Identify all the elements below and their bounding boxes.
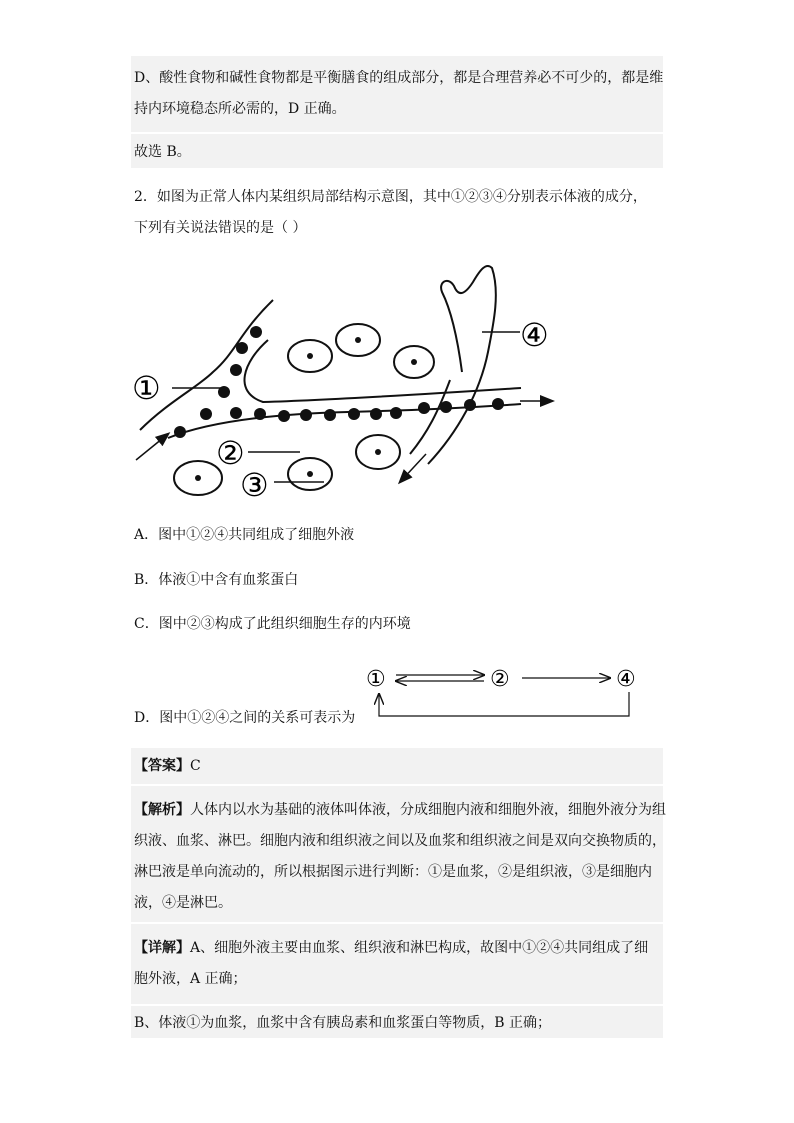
analysis-line4: 液，④是淋巴。: [134, 895, 232, 911]
prev-d-line2: 持内环境稳态所必需的，D 正确。: [134, 101, 346, 117]
blood-cells: [174, 326, 504, 438]
analysis-line1: [134, 800, 666, 820]
option-a: A．图中①②④共同组成了细胞外液: [134, 527, 355, 543]
option-c: C．图中②③构成了此组织细胞生存的内环境: [134, 616, 411, 632]
relation-node-4: ④: [616, 667, 636, 692]
relation-diagram: [362, 662, 652, 722]
detail-line3: B、体液①为血浆，血浆中含有胰岛素和血浆蛋白等物质，B 正确；: [134, 1015, 552, 1031]
answer-line: [134, 756, 201, 776]
detail-text-1: A、细胞外液主要由血浆、组织液和淋巴构成，故图中①②④共同组成了细: [190, 940, 649, 956]
lymph-flow-arrow: [400, 454, 426, 482]
inflow-arrow: [136, 434, 168, 460]
detail-line2: 胞外液，A 正确；: [134, 971, 247, 987]
label-3: ③: [240, 466, 269, 502]
answer-bg: [131, 748, 663, 784]
prev-d-line1: D、酸性食物和碱性食物都是平衡膳食的组成部分，都是合理营养必不可少的，都是维: [134, 70, 664, 86]
analysis-line3: 淋巴液是单向流动的，所以根据图示进行判断：①是血浆，②是组织液，③是细胞内: [134, 864, 652, 880]
capillary-upper-wall-2: [244, 340, 521, 402]
detail-bg: [131, 924, 663, 1004]
question-stem-line2: 下列有关说法错误的是（ ）: [134, 220, 307, 236]
label-1: ①: [132, 369, 161, 407]
analysis-tag: 【解析】: [134, 802, 190, 818]
relation-node-1: ①: [366, 667, 386, 692]
analysis-line2: 织液、血浆、淋巴。细胞内液和组织液之间以及血浆和组织液之间是双向交换物质的，: [134, 833, 666, 849]
lymphatic-vessel: [410, 266, 496, 464]
option-d: D．图中①②④之间的关系可表示为: [134, 710, 356, 726]
detail-tag: 【详解】: [134, 940, 190, 956]
question-stem-line1: 2．如图为正常人体内某组织局部结构示意图，其中①②③④分别表示体液的成分，: [134, 189, 647, 205]
relation-arrow-4-to-1: [379, 692, 629, 716]
analysis-text-1: 人体内以水为基础的液体叫体液，分成细胞内液和细胞外液，细胞外液分为组: [190, 802, 666, 818]
tissue-structure-figure: [128, 262, 568, 502]
label-2: ②: [216, 434, 245, 472]
prev-choose-bg: [131, 134, 663, 168]
detail-line1: [134, 938, 648, 958]
relation-node-2: ②: [490, 667, 510, 692]
answer-value: C: [190, 758, 201, 774]
option-b: B．体液①中含有血浆蛋白: [134, 572, 299, 588]
label-4: ④: [520, 316, 549, 354]
answer-tag: 【答案】: [134, 758, 190, 774]
prev-choose: 故选 B。: [134, 144, 191, 160]
